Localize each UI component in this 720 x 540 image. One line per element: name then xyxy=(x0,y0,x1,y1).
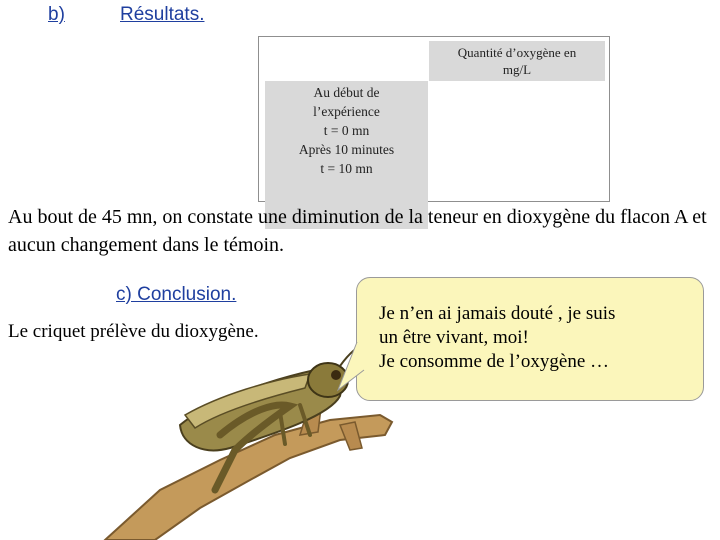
section-b-number: b) xyxy=(48,4,65,25)
speech-text xyxy=(379,302,699,374)
table-row-label: t = 0 mn xyxy=(323,123,370,138)
table-row-label: Après 10 minutes xyxy=(298,142,395,157)
result-paragraph: Au bout de 45 mn, on constate une diminution de la teneur en dioxygène du flacon A et aucun changement dans le témoin. xyxy=(8,206,707,256)
speech-bubble-tail xyxy=(330,340,370,400)
section-b-title: Résultats. xyxy=(120,4,205,25)
speech-bubble xyxy=(356,277,704,401)
section-c-title: c) Conclusion. xyxy=(116,284,237,305)
speech-line: Je n’en ai jamais douté , je suis xyxy=(379,303,616,324)
table-row-label: l’expérience xyxy=(313,104,380,119)
results-table xyxy=(258,36,610,202)
table-divider xyxy=(428,41,429,187)
table-header-line: mg/L xyxy=(502,62,532,77)
table-row-label: t = 10 mn xyxy=(320,161,373,176)
speech-line: un être vivant, moi! xyxy=(379,327,529,348)
table-row-label: Au début de xyxy=(313,85,380,100)
table-header-line: Quantité d’oxygène en xyxy=(457,45,577,60)
conclusion-paragraph: Le criquet prélève du dioxygène. xyxy=(8,321,259,342)
speech-line: Je consomme de l’oxygène … xyxy=(379,351,610,372)
table-header-cell xyxy=(429,41,605,81)
